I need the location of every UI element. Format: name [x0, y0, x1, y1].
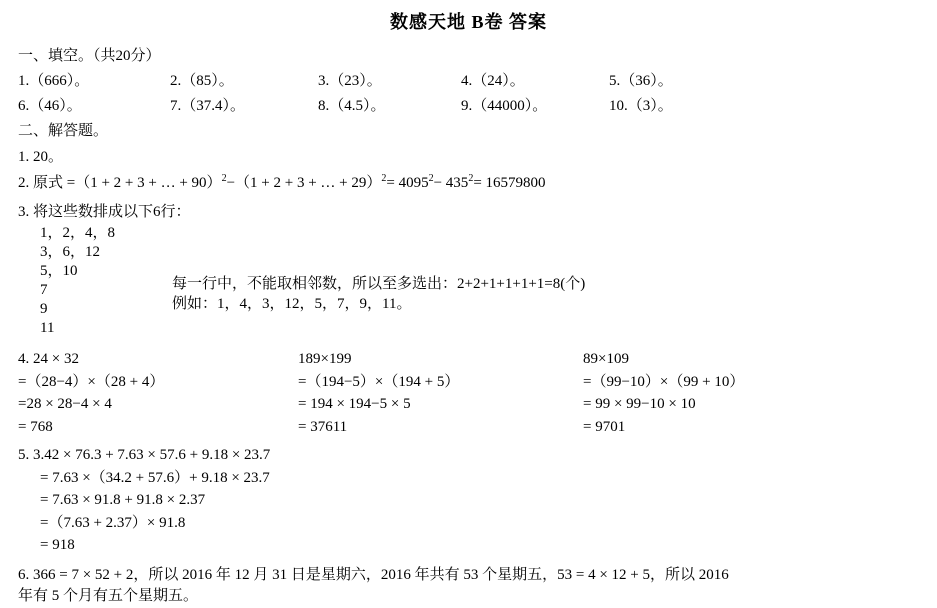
solution-4-c2-l4: = 37611	[298, 416, 583, 439]
solution-2-tail: = 16579800	[473, 175, 545, 191]
solution-4-c1-l4: = 768	[18, 416, 298, 439]
solution-3-row-5: 9	[40, 300, 937, 319]
section-1-heading: 一、填空。（共20分）	[18, 44, 937, 65]
solution-4-column-2	[298, 348, 583, 438]
solution-2-mid-2: = 4095	[386, 175, 428, 191]
answer-sheet-page	[0, 8, 937, 559]
solution-2-sup-2: 2	[381, 173, 386, 184]
fill-answer-10: 10.（3）。	[609, 94, 673, 115]
solution-2-mid-1: −（1 + 2 + 3 + … + 29）	[227, 175, 382, 191]
solution-4-c3-l4: = 9701	[583, 416, 744, 439]
fill-answer-1: 1.（666）。	[18, 69, 170, 90]
solution-5-l3: = 7.63 × 91.8 + 91.8 × 2.37	[40, 489, 937, 512]
solution-3-row-3: 5，10	[40, 262, 937, 281]
solution-5	[18, 444, 937, 557]
solution-5-l5: = 918	[40, 534, 937, 557]
solution-4-c1-l2: =（28−4）×（28 + 4）	[18, 371, 298, 394]
fill-answer-4: 4.（24）。	[461, 69, 609, 90]
solution-6-l2: 年有 5 个月有五个星期五。	[18, 586, 937, 608]
solution-4-column-3	[583, 348, 744, 438]
section-2-heading: 二、解答题。	[18, 119, 937, 140]
solution-4-c1-l3: =28 × 28−4 × 4	[18, 393, 298, 416]
solution-2-sup-4: 2	[468, 173, 473, 184]
solution-3-row-6: 11	[40, 319, 937, 338]
solution-2-pre: 2. 原式 =（1 + 2 + 3 + … + 90）	[18, 175, 222, 191]
solution-2-mid-3: − 435	[434, 175, 469, 191]
solution-4-c3-l2: =（99−10）×（99 + 10）	[583, 371, 744, 394]
fill-answer-7: 7.（37.4）。	[170, 94, 318, 115]
solution-4-c2-l2: =（194−5）×（194 + 5）	[298, 371, 583, 394]
solution-3-row-1: 1，2，4，8	[40, 224, 937, 243]
fill-answer-3: 3.（23）。	[318, 69, 461, 90]
solution-3-lead: 3. 将这些数排成以下6行：	[18, 200, 937, 221]
solution-3-row-4: 7	[40, 281, 937, 300]
fill-answer-2: 2.（85）。	[170, 69, 318, 90]
page-title: 数感天地 B卷 答案	[0, 8, 937, 34]
solution-2-sup-1: 2	[222, 173, 227, 184]
solution-4-c2-l3: = 194 × 194−5 × 5	[298, 393, 583, 416]
fill-answers-row-2	[18, 94, 937, 115]
solution-4	[18, 348, 937, 438]
solution-2	[18, 171, 937, 192]
fill-answer-6: 6.（46）。	[18, 94, 170, 115]
solution-3-note-1: 每一行中，不能取相邻数，所以至多选出：2+2+1+1+1+1=8(个)	[172, 272, 585, 293]
solution-4-c2-l1: 189×199	[298, 348, 583, 371]
solution-3-note-2: 例如：1，4，3，12，5，7，9，11。	[172, 292, 411, 313]
solution-6	[18, 565, 937, 608]
solution-4-c1-l1: 4. 24 × 32	[18, 348, 298, 371]
fill-answer-5: 5.（36）。	[609, 69, 673, 90]
solution-1: 1. 20。	[18, 145, 937, 166]
solution-5-l1: 5. 3.42 × 76.3 + 7.63 × 57.6 + 9.18 × 23.7	[18, 444, 937, 467]
fill-answer-8: 8.（4.5）。	[318, 94, 461, 115]
fill-answers-row-1	[18, 69, 937, 90]
solution-5-l4: =（7.63 + 2.37）× 91.8	[40, 512, 937, 535]
solution-5-l2: = 7.63 ×（34.2 + 57.6）+ 9.18 × 23.7	[40, 467, 937, 490]
solution-6-l1: 6. 366 = 7 × 52 + 2，所以 2016 年 12 月 31 日是星期六，2016 年共有 53 个星期五，53 = 4 × 12 + 5，所以 2016	[18, 565, 937, 587]
solution-4-c3-l1: 89×109	[583, 348, 744, 371]
solution-3-row-2: 3，6，12	[40, 243, 937, 262]
solution-4-column-1	[18, 348, 298, 438]
solution-4-c3-l3: = 99 × 99−10 × 10	[583, 393, 744, 416]
solution-2-sup-3: 2	[429, 173, 434, 184]
fill-answer-9: 9.（44000）。	[461, 94, 609, 115]
